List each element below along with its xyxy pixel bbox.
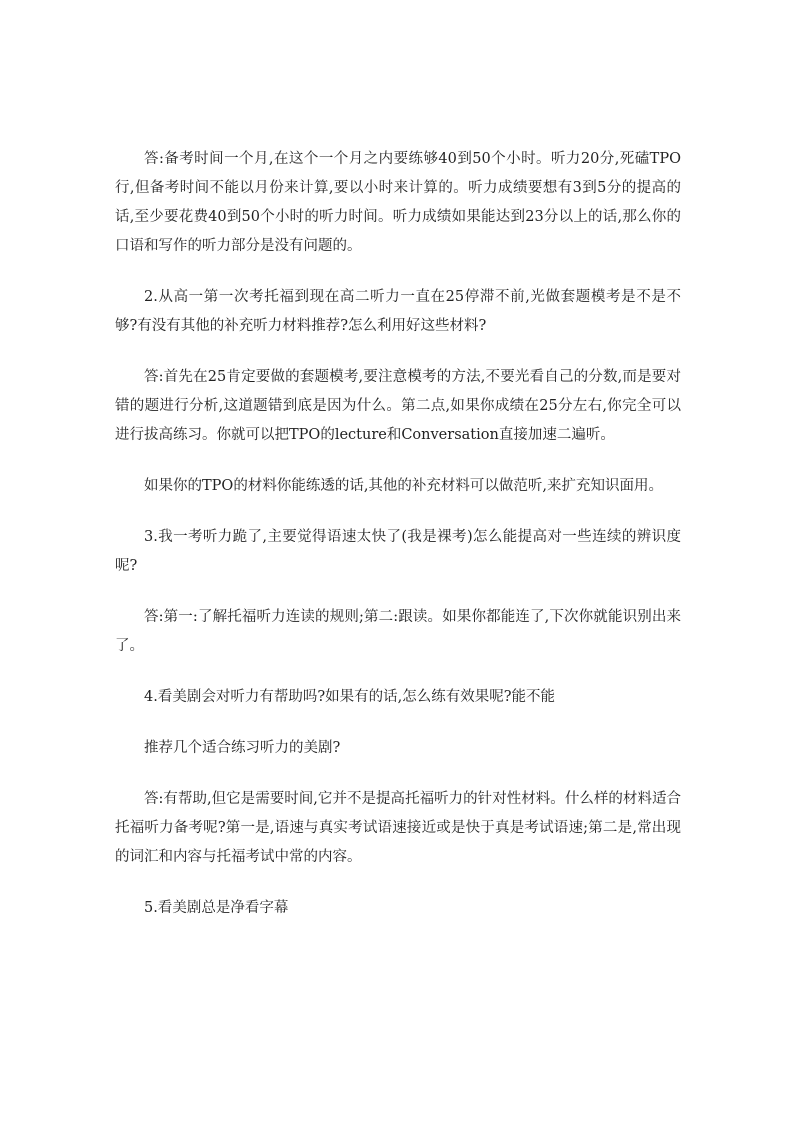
paragraph-answer-4: 答:有帮助,但它是需要时间,它并不是提高托福听力的针对性材料。什么样的材料适合托福听力备考呢?第一是,语速与真实考试语速接近或是快于真是考试语速;第二是,常出现的词汇和内容与托福考试中常的内容。 [115, 791, 681, 865]
document-body [115, 145, 681, 945]
paragraph-question-3: 3.我一考听力跪了,主要觉得语速太快了(我是裸考)怎么能提高对一些连续的辨识度呢? [115, 529, 681, 574]
paragraph-question-5: 5.看美剧总是净看字幕 [144, 900, 289, 916]
paragraph-question-2: 2.从高一第一次考托福到现在高二听力一直在25停滞不前,光做套题模考是不是不够?有没有其他的补充听力材料推荐?怎么利用好这些材料? [115, 289, 681, 334]
paragraph-answer-3: 答:第一:了解托福听力连读的规则;第二:跟读。如果你都能连了,下次你就能识别出来了。 [115, 609, 681, 654]
paragraph-answer-2-extra: 如果你的TPO的材料你能练透的话,其他的补充材料可以做范听,来扩充知识面用。 [144, 478, 664, 494]
paragraph-question-4-line-1: 4.看美剧会对听力有帮助吗?如果有的话,怎么练有效果呢?能不能 [144, 689, 555, 705]
paragraph-answer-1: 答:备考时间一个月,在这个一个月之内要练够40到50个小时。听力20分,死磕TPO行,但备考时间不能以月份来计算,要以小时来计算的。听力成绩要想有3到5分的提高的话,至少要花费40到50个小时的听力时间。听力成绩如果能达到23分以上的话,那么你的口语和写作的听力部分是没有问题的。 [115, 151, 681, 254]
paragraph-answer-2: 答:首先在25肯定要做的套题模考,要注意模考的方法,不要光看自己的分数,而是要对错的题进行分析,这道题错到底是因为什么。第二点,如果你成绩在25分左右,你完全可以进行拔高练习。你就可以把TPO的lecture和Conversation直接加速二遍听。 [115, 369, 681, 443]
paragraph-question-4-line-2: 推荐几个适合练习听力的美剧? [144, 740, 341, 756]
